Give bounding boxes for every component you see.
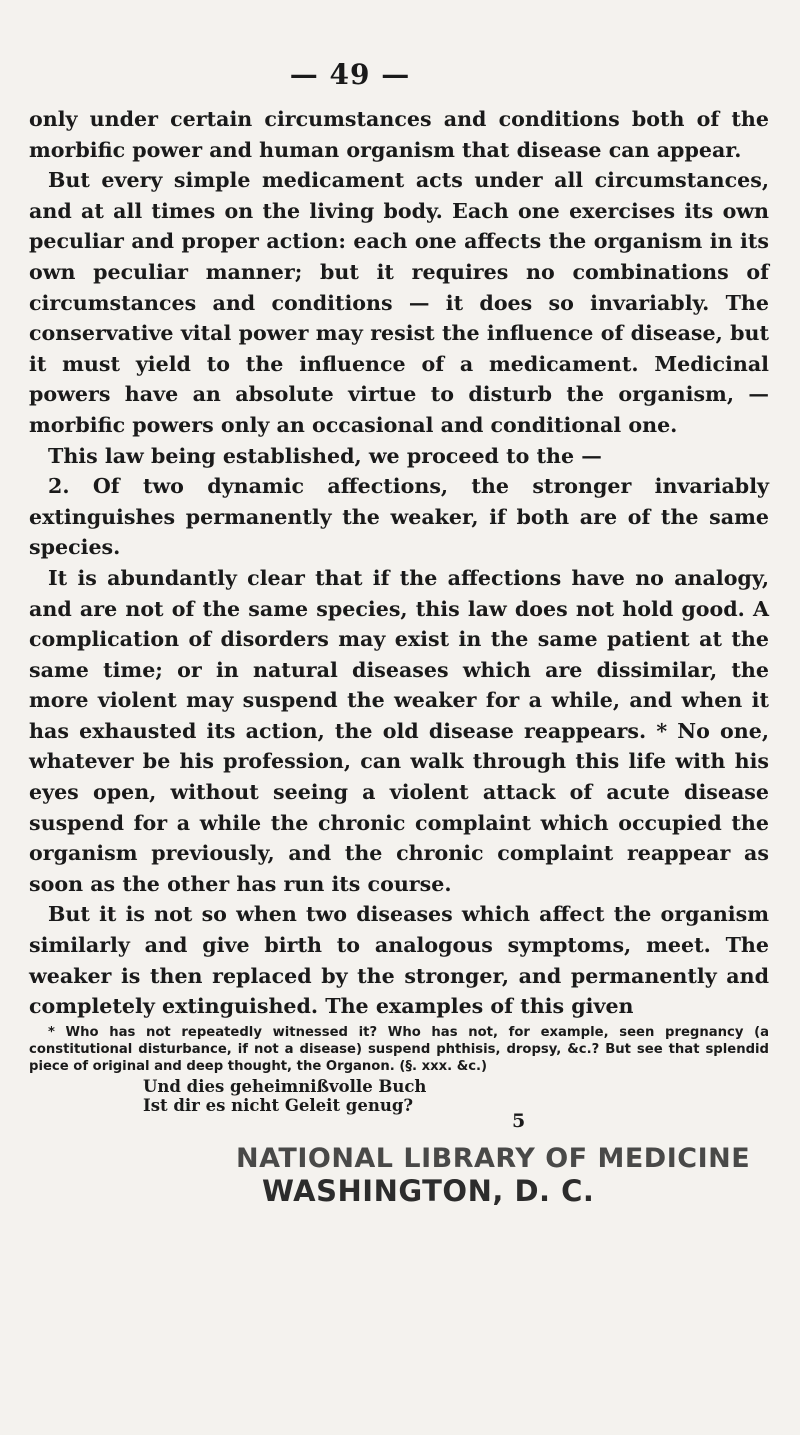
german-quotation-line-2: Ist dir es nicht Geleit genug? <box>143 1096 414 1115</box>
footnote <box>29 1024 769 1076</box>
german-quotation-line-1: Und dies geheimnißvolle Buch <box>143 1077 427 1096</box>
german-quotation <box>0 1077 800 1115</box>
paragraph-law-established: This law being established, we proceed to the — <box>48 443 602 468</box>
paragraph-no-analogy: It is abundantly clear that if the affections have no analogy, and are not of the same species, this law does not hold good. A complication of disorders may exist in the same patient at the same time; or in natural diseases which are dissimilar, the more violent may suspend the weaker for a while, and when it has exhausted its action, the old disease reappears. * No one, whatever be his profession, can walk through this life with his eyes open, without seeing a violent attack of acute disease suspend for a while the chronic complaint which occupied the organism previously, and the chronic complaint reappear as soon as the other has run its course. <box>29 565 769 896</box>
paragraph-law-2: 2. Of two dynamic affections, the stronger invariably extinguishes permanently the weaker, if both are of the same species. <box>29 474 769 560</box>
body-text <box>29 104 769 1022</box>
paragraph-medicament: But every simple medicament acts under all circumstances, and at all times on the living body. Each one exercises its own peculiar and proper action: each one affects the organism in its own peculiar manner; but it requires no combinations of circumstances and conditions — it does so invariably. The conservative vital power may resist the influence of disease, but it must yield to the influence of a medicament. Medicinal powers have an absolute virtue to disturb the organism, — morbific powers only an occasional and conditional one. <box>29 168 769 437</box>
page-number: — 49 — <box>289 58 411 91</box>
paragraph-continuation: only under certain circumstances and conditions both of the morbific power and human organism that disease can appear. <box>29 107 769 162</box>
library-stamp <box>236 1144 750 1208</box>
signature-mark: 5 <box>512 1110 526 1132</box>
library-stamp-location: WASHINGTON, D. C. <box>262 1174 595 1208</box>
library-stamp-name: NATIONAL LIBRARY OF MEDICINE <box>236 1143 751 1174</box>
footnote-text: * Who has not repeatedly witnessed it? Who has not, for example, seen pregnancy (a constitutional disturbance, if not a disease) suspend phthisis, dropsy, &c.? But see that splendid piece of original and deep thought, the Organon. (§. xxx. &c.) <box>29 1025 769 1075</box>
paragraph-similar-diseases: But it is not so when two diseases which affect the organism similarly and give birth to analogous symptoms, meet. The weaker is then replaced by the stronger, and permanently and completely extinguished. The examples of this given <box>29 902 769 1019</box>
